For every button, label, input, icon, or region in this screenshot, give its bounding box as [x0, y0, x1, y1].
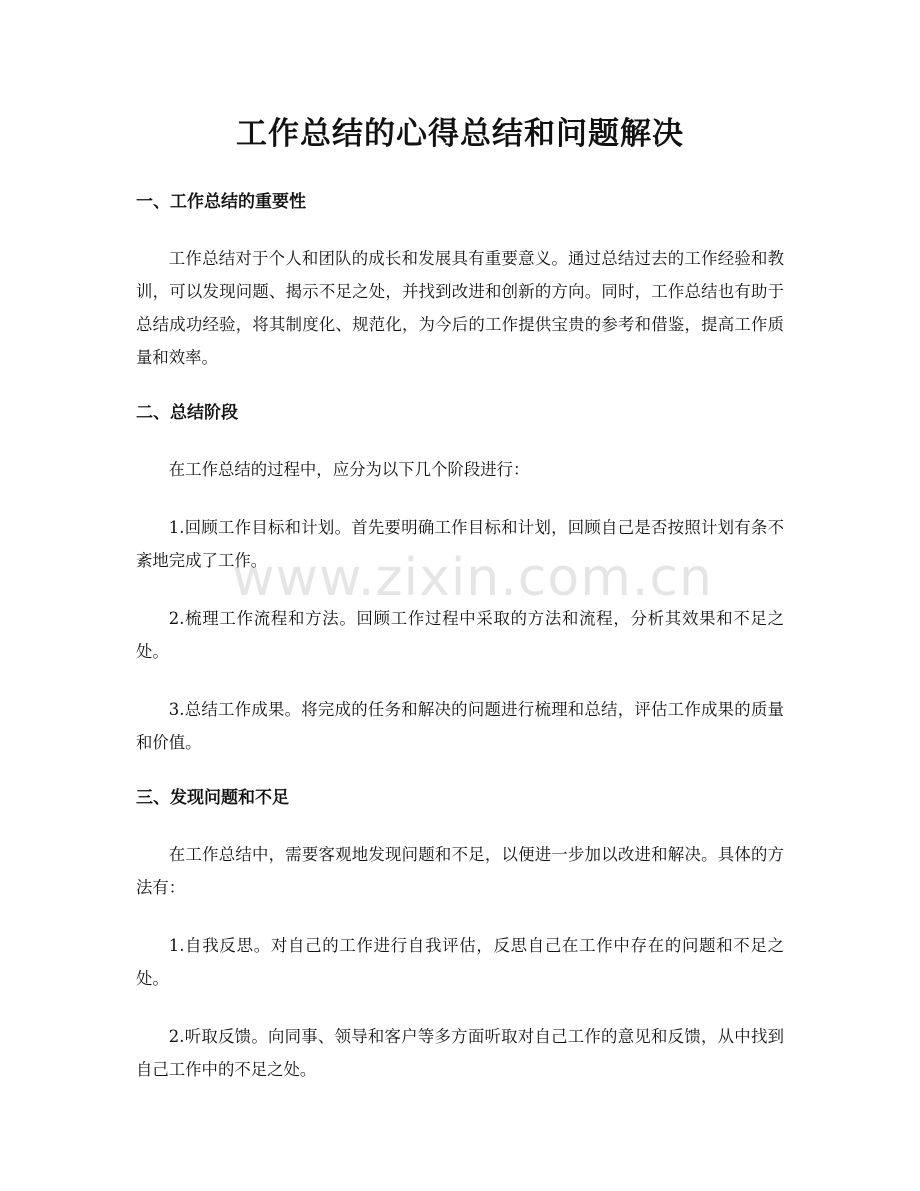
- list-item-paragraph: 1.自我反思。对自己的工作进行自我评估，反思自己在工作中存在的问题和不足之处。: [136, 936, 784, 988]
- paragraph: 在工作总结的过程中，应分为以下几个阶段进行：: [168, 460, 530, 479]
- list-item-paragraph: 2.梳理工作流程和方法。回顾工作过程中采取的方法和流程，分析其效果和不足之处。: [136, 609, 784, 661]
- paragraph: 工作总结对于个人和团队的成长和发展具有重要意义。通过总结过去的工作经验和教训，可以发现问题、揭示不足之处，并找到改进和创新的方向。同时，工作总结也有助于总结成功经验，将其制度化、规范化，为今后的工作提供宝贵的参考和借鉴，提高工作质量和效率。: [136, 249, 784, 367]
- watermark: www.zixin.com.cn: [232, 548, 713, 608]
- section-heading-problems: 三、发现问题和不足: [136, 788, 289, 808]
- document-body: [136, 188, 784, 1111]
- list-item-paragraph: 3.总结工作成果。将完成的任务和解决的问题进行梳理和总结，评估工作成果的质量和价值。: [136, 700, 784, 752]
- paragraph: 在工作总结中，需要客观地发现问题和不足，以便进一步加以改进和解决。具体的方法有：: [136, 845, 784, 897]
- section-heading-stages: 二、总结阶段: [136, 403, 238, 423]
- list-item-paragraph: 2.听取反馈。向同事、领导和客户等多方面听取对自己工作的意见和反馈，从中找到自己工作中的不足之处。: [136, 1027, 784, 1079]
- page-title: 工作总结的心得总结和问题解决: [236, 116, 684, 152]
- section-heading-importance: 一、工作总结的重要性: [136, 192, 306, 212]
- list-item-paragraph: 1.回顾工作目标和计划。首先要明确工作目标和计划，回顾自己是否按照计划有条不紊地完成了工作。: [136, 518, 784, 570]
